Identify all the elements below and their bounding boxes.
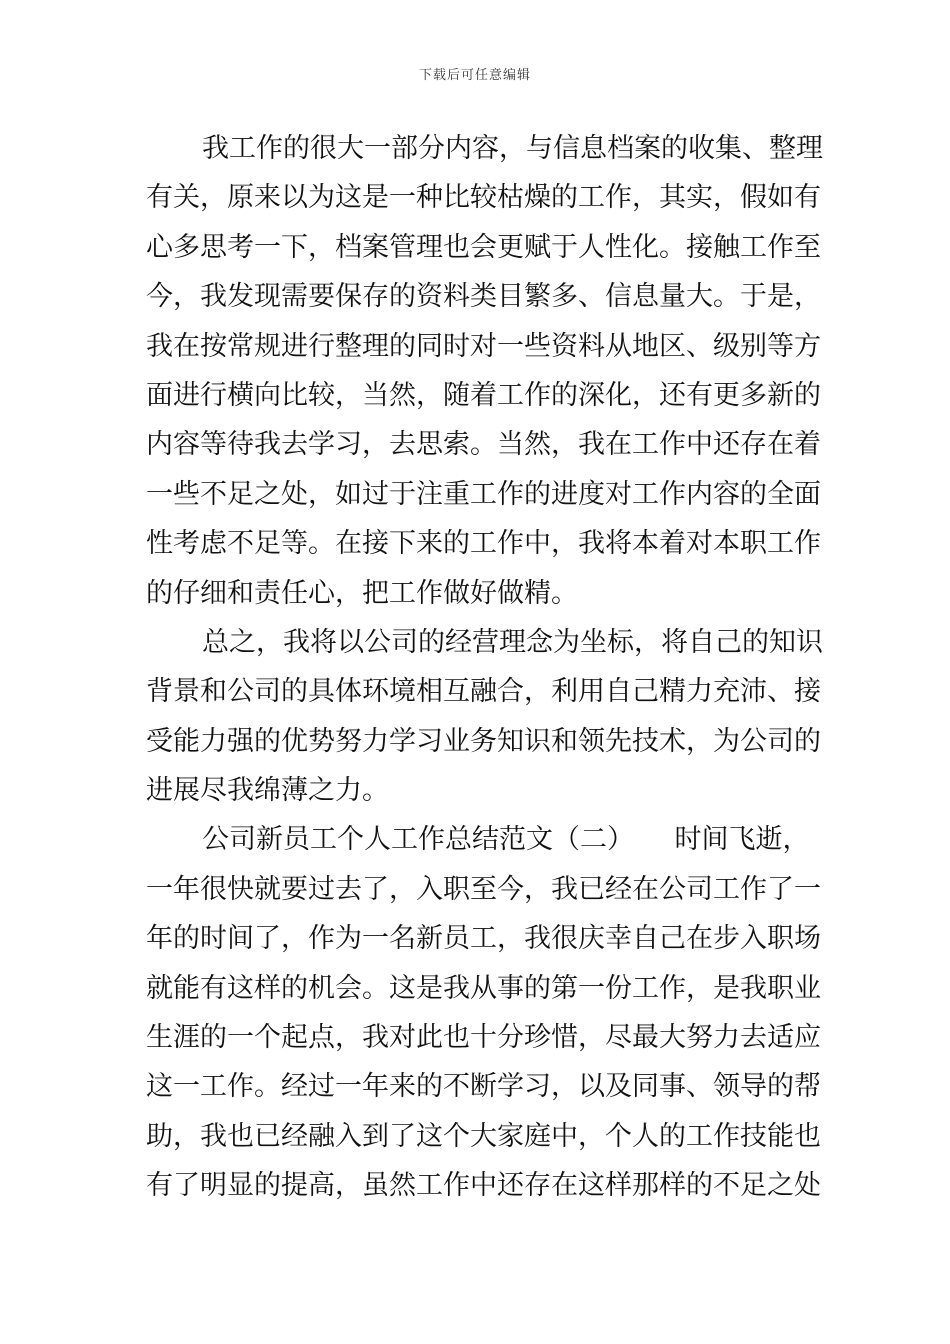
- text-line: 年的时间了，作为一名新员工，我很庆幸自己在步入职场: [146, 923, 821, 955]
- text-line: 有关，原来以为这是一种比较枯燥的工作，其实，假如有: [146, 182, 821, 214]
- text-line: 的仔细和责任心，把工作做好做精。: [146, 577, 578, 609]
- text-line: 今，我发现需要保存的资料类目繁多、信息量大。于是，: [146, 281, 821, 313]
- text-line: 受能力强的优势努力学习业务知识和领先技术，为公司的: [146, 725, 821, 757]
- document-body: [146, 124, 823, 1211]
- text-line: 面进行横向比较，当然，随着工作的深化，还有更多新的: [146, 379, 821, 411]
- text-line: 我在按常规进行整理的同时对一些资料从地区、级别等方: [146, 330, 821, 362]
- text-line: 进展尽我绵薄之力。: [146, 775, 389, 807]
- text-line: 就能有这样的机会。这是我从事的第一份工作，是我职业: [146, 972, 821, 1004]
- text-line: 公司新员工个人工作总结范文（二） 时间飞逝，: [202, 824, 810, 856]
- text-line: 我工作的很大一部分内容，与信息档案的收集、整理: [202, 133, 823, 164]
- text-line: 这一工作。经过一年来的不断学习，以及同事、领导的帮: [146, 1071, 821, 1103]
- text-line: 背景和公司的具体环境相互融合，利用自己精力充沛、接: [146, 676, 821, 708]
- text-line: 有了明显的提高，虽然工作中还存在这样那样的不足之处: [146, 1170, 821, 1202]
- text-line: 内容等待我去学习，去思索。当然，我在工作中还存在着: [146, 429, 821, 461]
- text-line: 生涯的一个起点，我对此也十分珍惜，尽最大努力去适应: [146, 1022, 821, 1054]
- text-line: 助，我也已经融入到了这个大家庭中，个人的工作技能也: [146, 1120, 821, 1152]
- text-line: 一些不足之处，如过于注重工作的进度对工作内容的全面: [146, 478, 821, 510]
- page-header: 下载后可任意编辑: [418, 68, 531, 83]
- text-line: 心多思考一下，档案管理也会更赋于人性化。接触工作至: [146, 231, 821, 263]
- text-line: 性考虑不足等。在接下来的工作中，我将本着对本职工作: [146, 528, 821, 560]
- text-line: 一年很快就要过去了，入职至今，我已经在公司工作了一: [146, 873, 821, 905]
- text-line: 总之，我将以公司的经营理念为坐标，将自己的知识: [202, 626, 823, 658]
